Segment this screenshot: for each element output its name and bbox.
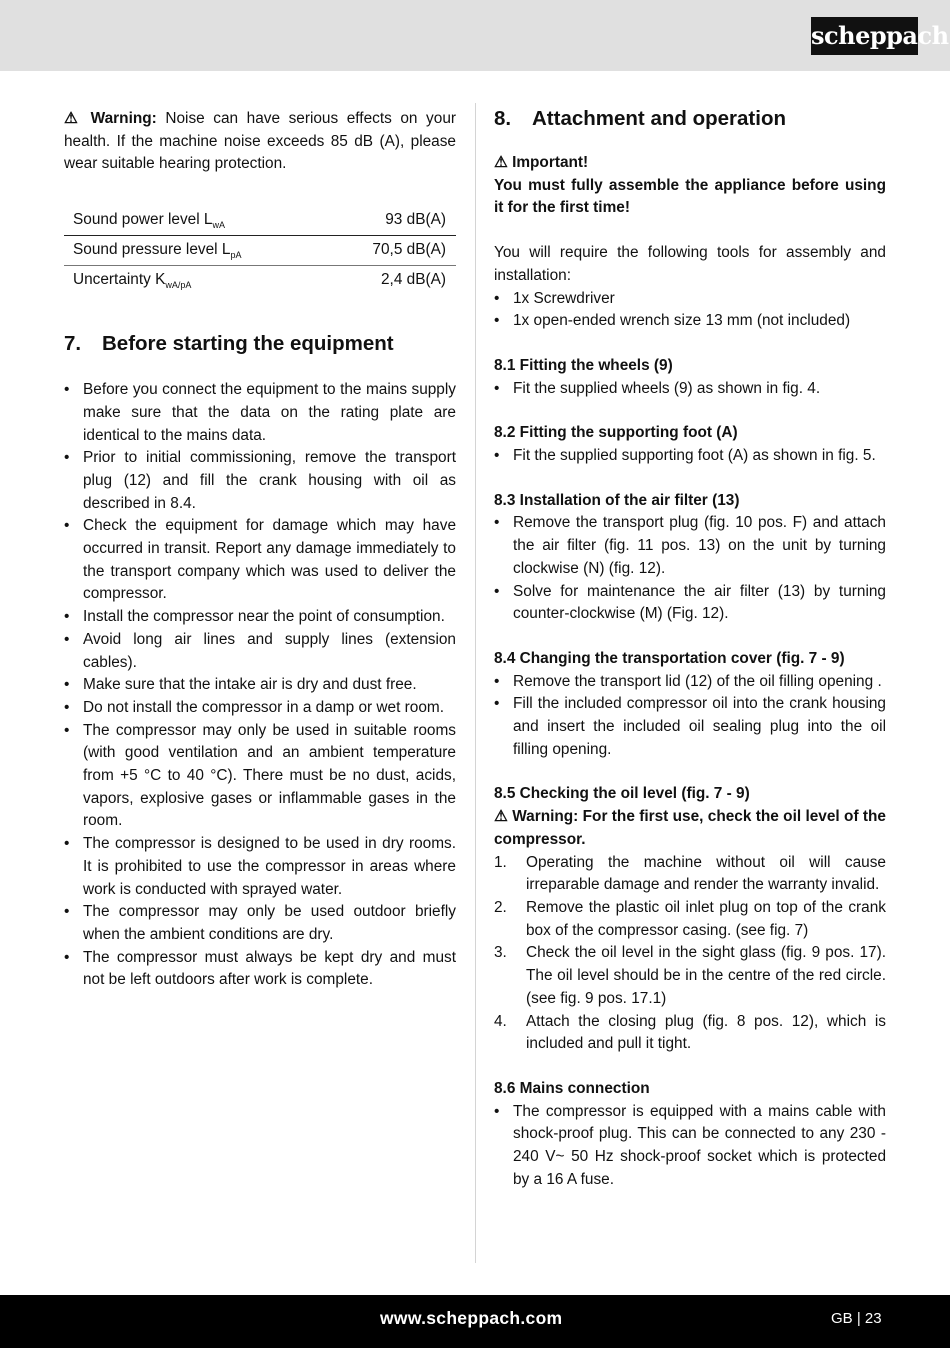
list-item: • The compressor is equipped with a mains cable with shock-proof plug. This can be connected to any 230 - 240 V~ 50 Hz shock-proof socket which is protected by a 16 A fuse.	[494, 1102, 886, 1188]
table-cell-value: 93 dB(A)	[322, 206, 456, 236]
list-item: • Solve for maintenance the air filter (13) by turning counter-clockwise (M) (Fig. 12).	[494, 582, 886, 623]
list-item: • Prior to initial commissioning, remove the transport plug (12) and fill the crank housing with oil as described in 8.4.	[64, 449, 456, 512]
section-8-3-list	[494, 512, 886, 626]
page-footer	[0, 1295, 950, 1348]
list-item: • Remove the transport plug (fig. 10 pos. F) and attach the air filter (fig. 11 pos. 13) on the unit by turning clockwise (N) (fig. 12).	[494, 514, 886, 577]
list-item: • 1x open-ended wrench size 13 mm (not included)	[494, 312, 851, 330]
table-cell-value: 70,5 dB(A)	[322, 236, 456, 266]
section-8-5-steps	[494, 852, 886, 1056]
list-item: • 1x Screwdriver	[494, 289, 615, 307]
list-item: 2. Remove the plastic oil inlet plug on top of the crank box of the compressor casing. (see fig. 7)	[494, 898, 886, 939]
list-item: • Before you connect the equipment to the mains supply make sure that the data on the rating plate are identical to the mains data.	[64, 381, 456, 444]
warning-icon: ⚠	[64, 110, 83, 127]
list-item: 4. Attach the closing plug (fig. 8 pos. 12), which is included and pull it tight.	[494, 1012, 886, 1053]
tools-list	[494, 288, 886, 333]
list-item: 3. Check the oil level in the sight glass (fig. 9 pos. 17). The oil level should be in the centre of the red circle. (see fig. 9 pos. 17.1)	[494, 944, 886, 1007]
important-label: ⚠ Important!	[494, 154, 589, 171]
brand-logo: scheppach	[811, 17, 918, 55]
section-7-list	[64, 379, 456, 992]
list-item: • Fill the included compressor oil into the crank housing and insert the included oil sealing plug into the oil filling opening.	[494, 695, 886, 758]
list-item: • The compressor may only be used outdoor briefly when the ambient conditions are dry.	[64, 903, 456, 943]
section-8-2-title: 8.2 Fitting the supporting foot (A)	[494, 424, 738, 442]
tools-intro: You will require the following tools for assembly and installation:	[494, 244, 886, 284]
table-cell-label: Uncertainty $K_{wA/pA}$	[73, 271, 192, 291]
section-8-1-title: 8.1 Fitting the wheels (9)	[494, 356, 673, 374]
list-item: • The compressor may only be used in suitable rooms (with good ventilation and an ambient temperature from +5 °C to 40 °C). There must be no dust, acids, vapors, explosive gases or inflammable gases in the room.	[64, 721, 456, 830]
table-row	[64, 236, 456, 266]
section-8-4-title: 8.4 Changing the transportation cover (fig. 7 - 9)	[494, 649, 845, 667]
warning-text: Noise can have serious effects on your health. If the machine noise exceeds 85 dB (A), please wear suitable hearing protection.	[64, 110, 456, 173]
section-8-4-list	[494, 671, 886, 762]
section-7-title: 7. Before starting the equipment	[64, 332, 394, 356]
page-header	[0, 0, 950, 71]
list-item: • Install the compressor near the point of consumption.	[64, 608, 445, 626]
table-row	[64, 266, 456, 296]
list-item: • The compressor is designed to be used in dry rooms. It is prohibited to use the compressor in areas where work is conducted with sprayed water.	[64, 835, 456, 898]
section-8-1-list	[494, 378, 886, 401]
left-column	[64, 108, 456, 992]
section-8-title: 8. Attachment and operation	[494, 107, 786, 130]
list-item: • Check the equipment for damage which may have occurred in transit. Report any damage immediately to the transport company which was used to deliver the compressor.	[64, 517, 456, 603]
list-item: • Do not install the compressor in a damp or wet room.	[64, 698, 444, 716]
section-8-6-list	[494, 1101, 886, 1192]
list-item: 1. Operating the machine without oil will cause irreparable damage and render the warranty invalid.	[494, 853, 886, 894]
sound-level-table	[64, 206, 456, 295]
important-text: You must fully assemble the appliance before using it for the first time!	[494, 176, 886, 217]
list-item: • Avoid long air lines and supply lines (extension cables).	[64, 630, 456, 671]
column-divider	[475, 103, 476, 1263]
list-item: • The compressor must always be kept dry and must not be left outdoors after work is complete.	[64, 948, 456, 989]
section-8-2-list	[494, 445, 886, 468]
section-8-3-title: 8.3 Installation of the air filter (13)	[494, 491, 740, 509]
oil-warning: ⚠ Warning: For the first use, check the oil level of the compressor.	[494, 808, 886, 848]
table-cell-value: 2,4 dB(A)	[380, 271, 446, 289]
list-item: • Make sure that the intake air is dry and dust free.	[64, 676, 417, 694]
warning-label: Warning:	[90, 110, 157, 127]
table-cell-label: Sound power level $L_{wA}$	[64, 206, 322, 236]
section-8-6-title: 8.6 Mains connection	[494, 1079, 650, 1097]
list-item: • Fit the supplied wheels (9) as shown in fig. 4.	[494, 379, 821, 397]
noise-warning	[64, 108, 456, 176]
website-link[interactable]: www.scheppach.com	[380, 1308, 563, 1328]
list-item: • Fit the supplied supporting foot (A) as shown in fig. 5.	[494, 447, 876, 465]
table-row	[64, 206, 456, 236]
page-number: GB | 23	[831, 1310, 882, 1327]
list-item: • Remove the transport lid (12) of the oil filling opening .	[494, 672, 882, 690]
section-8-5-title: 8.5 Checking the oil level (fig. 7 - 9)	[494, 785, 750, 803]
right-column	[494, 108, 886, 1191]
table-cell-label: Sound pressure level $L_{pA}$	[64, 236, 322, 266]
